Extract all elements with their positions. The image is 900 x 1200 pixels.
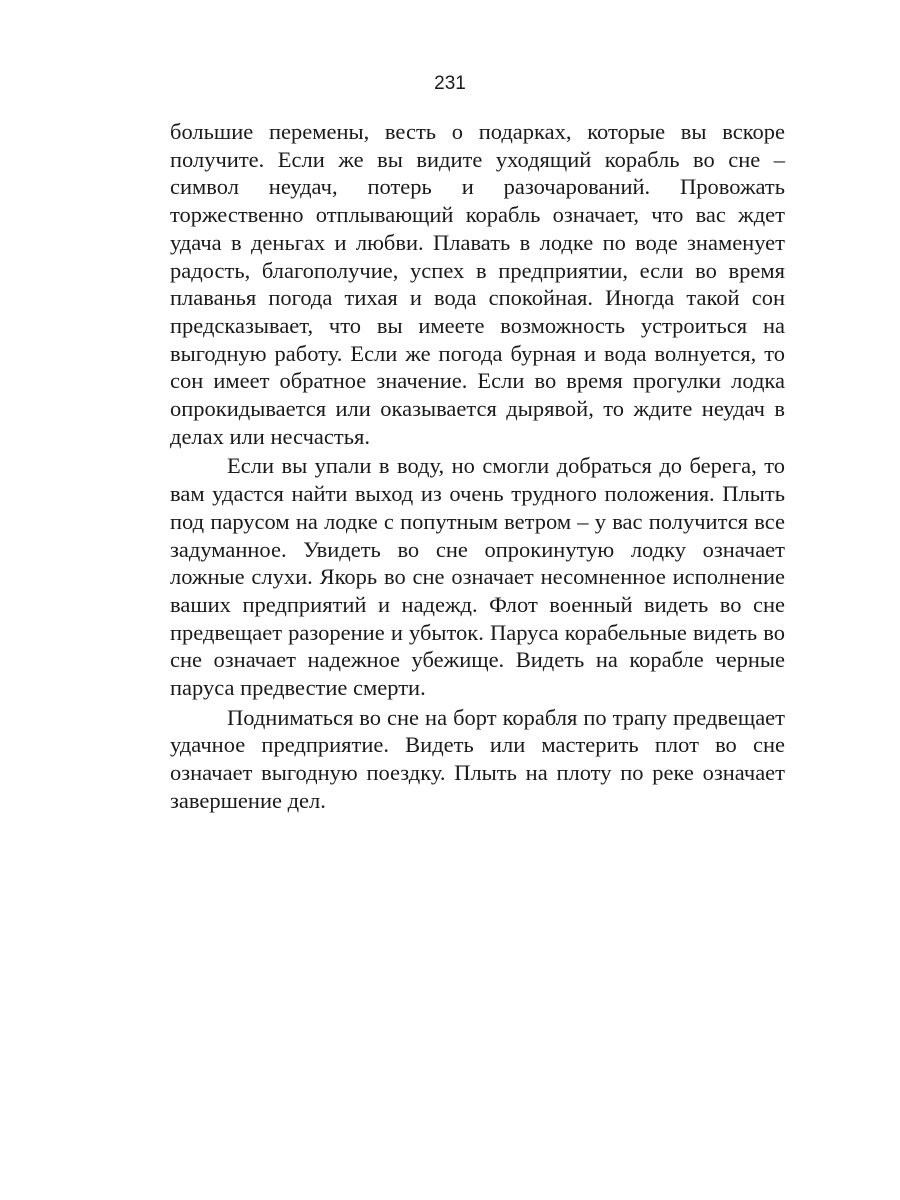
paragraph-1: большие перемены, весть о подарках, которые вы вскоре получите. Если же вы видите уходящий корабль во сне – символ неудач, потерь и разочарований. Провожать торжественно отплывающий корабль означает, что вас ждет удача в деньгах и любви. Плавать в лодке по воде знаменует радость, благополучие, успех в предприятии, если во время плаванья погода тихая и вода спокойная. Иногда такой сон предсказывает, что вы имеете возможность устроиться на выгодную работу. Если же погода бурная и вода волнуется, то сон имеет обратное значение. Если во время прогулки лодка опрокидывается или оказывается дырявой, то ждите неудач в делах или несчастья.: [170, 119, 785, 449]
paragraph-2: Если вы упали в воду, но смогли добраться до берега, то вам удастся найти выход из очень трудного положения. Плыть под парусом на лодке с попутным ветром – у вас получится все задуманное. Увидеть во сне опрокинутую лодку означает ложные слухи. Якорь во сне означает несомненное исполнение ваших предприятий и надежд. Флот военный видеть во сне предвещает разорение и убыток. Паруса корабельные видеть во сне означает надежное убежище. Видеть на корабле черные паруса предвестие смерти.: [170, 453, 785, 701]
paragraph-3: Подниматься во сне на борт корабля по трапу предвещает удачное предприятие. Видеть или мастерить плот во сне означает выгодную поездку. Плыть на плоту по реке означает завершение дел.: [170, 704, 785, 813]
page-number: 231: [434, 73, 466, 94]
body-text: [170, 118, 785, 815]
